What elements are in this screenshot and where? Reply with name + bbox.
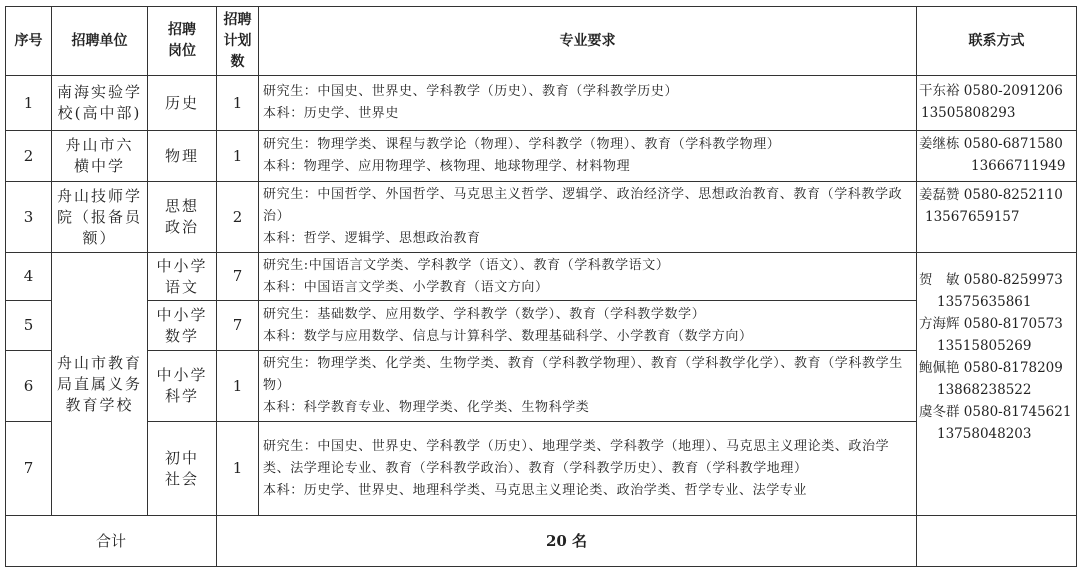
contact-mobile: 13575635861 <box>937 294 1032 310</box>
row-requirements <box>259 253 917 301</box>
contact-mobile: 13666711949 <box>971 158 1066 174</box>
req-undergrad: 本科：哲学、逻辑学、思想政治教育 <box>263 231 481 246</box>
header-position: 招聘岗位 <box>148 7 217 76</box>
row-count: 1 <box>217 131 259 182</box>
shared-contacts <box>917 253 1077 516</box>
req-graduate: 研究生：基础数学、应用数学、学科教学（数学）、教育（学科教学数学） <box>263 306 706 322</box>
total-contact-empty <box>917 516 1077 567</box>
row-contact <box>917 131 1077 182</box>
row-index: 6 <box>6 351 52 422</box>
row-count: 2 <box>217 182 259 253</box>
contact-entry <box>919 357 1076 379</box>
contact-name: 虞冬群 <box>919 404 960 420</box>
contact-tel: 0580-81745621 <box>963 404 1072 420</box>
row-requirements <box>259 301 917 351</box>
row-requirements <box>259 76 917 131</box>
header-unit: 招聘单位 <box>52 7 148 76</box>
row-index: 7 <box>6 422 52 516</box>
contact-entry <box>919 313 1076 335</box>
row-count: 7 <box>217 253 259 301</box>
contact-tel: 0580-8252110 <box>963 187 1063 203</box>
table-row <box>6 182 1077 253</box>
row-position: 思想政治 <box>148 182 217 253</box>
req-undergrad: 本科：物理学、应用物理学、核物理、地球物理学、材料物理 <box>263 159 631 174</box>
row-position: 中小学科学 <box>148 351 217 422</box>
req-undergrad: 本科：历史学、世界史 <box>263 106 400 121</box>
req-graduate: 研究生:中国语言文学类、学科教学（语文）、教育（学科教学语文） <box>263 257 670 273</box>
total-label: 合计 <box>6 516 217 567</box>
contact-mobile: 13515805269 <box>937 338 1032 354</box>
header-contact: 联系方式 <box>917 7 1077 76</box>
contact-name: 方海辉 <box>919 316 960 332</box>
contact-tel: 0580-8178209 <box>963 360 1063 376</box>
contact-name: 贺 敏 <box>919 272 960 288</box>
row-unit: 舟山技师学院（报备员额） <box>52 182 148 253</box>
table-row <box>6 131 1077 182</box>
req-undergrad: 本科：历史学、世界史、地理科学类、马克思主义理论类、政治学类、哲学专业、法学专业 <box>263 482 808 498</box>
contact-name: 鲍佩艳 <box>919 360 960 376</box>
table-row <box>6 253 1077 301</box>
contact-mobile: 13505808293 <box>921 105 1016 121</box>
header-index: 序号 <box>6 7 52 76</box>
row-position: 中小学数学 <box>148 301 217 351</box>
row-count: 1 <box>217 422 259 516</box>
row-contact <box>917 182 1077 253</box>
row-unit: 舟山市六横中学 <box>52 131 148 182</box>
row-index: 3 <box>6 182 52 253</box>
row-count: 7 <box>217 301 259 351</box>
row-position: 中小学语文 <box>148 253 217 301</box>
contact-name: 干东裕 <box>919 83 960 99</box>
row-requirements <box>259 182 917 253</box>
contact-tel: 0580-8170573 <box>963 316 1063 332</box>
header-row <box>6 7 1077 76</box>
row-index: 4 <box>6 253 52 301</box>
total-row <box>6 516 1077 567</box>
row-position: 历史 <box>148 76 217 131</box>
table-row <box>6 76 1077 131</box>
row-index: 2 <box>6 131 52 182</box>
row-unit: 南海实验学校(高中部) <box>52 76 148 131</box>
row-contact <box>917 76 1077 131</box>
req-graduate: 研究生：中国史、世界史、学科教学（历史）、地理学类、学科教学（地理）、马克思主义理论类、政治学类、法学理论专业、教育（学科教学政治）、教育（学科教学历史）、教育（学科教学地理） <box>263 438 890 476</box>
contact-mobile: 13868238522 <box>937 382 1032 398</box>
req-graduate: 研究生：中国哲学、外国哲学、马克思主义哲学、逻辑学、政治经济学、思想政治教育、教育（学科教学政治） <box>263 187 903 224</box>
row-count: 1 <box>217 76 259 131</box>
table-row <box>6 422 1077 516</box>
req-undergrad: 本科：科学教育专业、物理学类、化学类、生物科学类 <box>263 400 590 415</box>
table-row <box>6 351 1077 422</box>
row-position: 初中社会 <box>148 422 217 516</box>
row-position: 物理 <box>148 131 217 182</box>
row-index: 5 <box>6 301 52 351</box>
req-undergrad: 本科：数学与应用数学、信息与计算科学、数理基础科学、小学教育（数学方向） <box>263 328 753 344</box>
table-row <box>6 301 1077 351</box>
row-requirements <box>259 422 917 516</box>
req-graduate: 研究生：物理学类、化学类、生物学类、教育（学科教学物理）、教育（学科教学化学）、教育（学科教学生物） <box>263 356 903 393</box>
req-undergrad: 本科：中国语言文学类、小学教育（语文方向） <box>263 279 549 295</box>
row-index: 1 <box>6 76 52 131</box>
contact-tel: 0580-8259973 <box>963 272 1063 288</box>
row-requirements <box>259 351 917 422</box>
contact-mobile: 13758048203 <box>937 426 1032 442</box>
req-graduate: 研究生：物理学类、课程与教学论（物理）、学科教学（物理）、教育（学科教学物理） <box>263 137 781 152</box>
req-graduate: 研究生：中国史、世界史、学科教学（历史）、教育（学科教学历史） <box>263 84 679 99</box>
contact-entry <box>919 269 1076 291</box>
row-count: 1 <box>217 351 259 422</box>
row-requirements <box>259 131 917 182</box>
row-unit: 舟山市教育局直属义务教育学校 <box>52 253 148 516</box>
contact-tel: 0580-2091206 <box>963 83 1063 99</box>
contact-tel: 0580-6871580 <box>963 136 1063 152</box>
recruitment-table <box>5 6 1077 567</box>
header-count: 招聘计划数 <box>217 7 259 76</box>
contact-entry <box>919 401 1076 423</box>
contact-mobile: 13567659157 <box>925 209 1020 225</box>
contact-name: 姜继栋 <box>919 136 960 152</box>
total-value: 20 名 <box>217 516 917 567</box>
contact-name: 姜磊赞 <box>919 187 960 203</box>
header-requirements: 专业要求 <box>259 7 917 76</box>
